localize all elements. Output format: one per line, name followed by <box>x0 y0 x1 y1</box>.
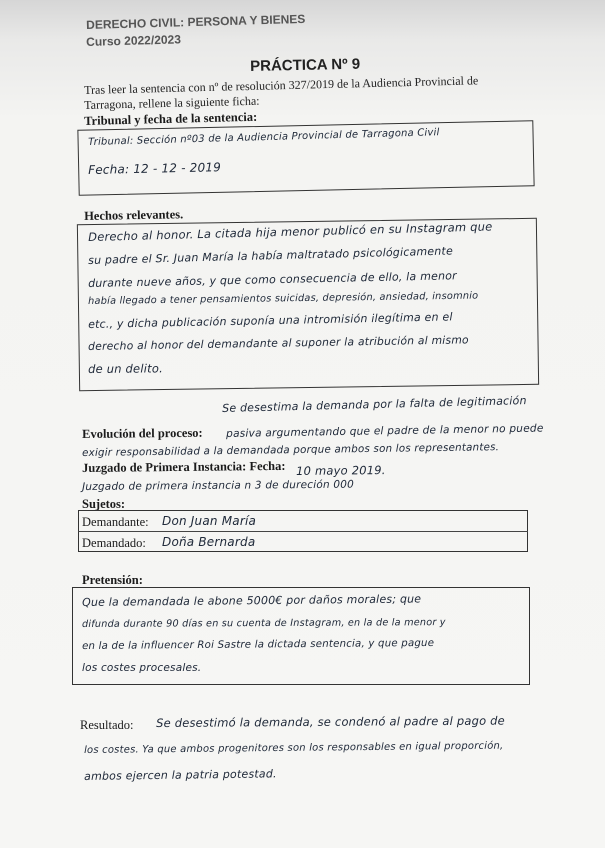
pretension-line-2: difunda durante 90 días en su cuenta de Instagram, en la de la menor y <box>82 617 446 630</box>
pretension-label: Pretensión: <box>82 573 143 587</box>
course-year: Curso 2022/2023 <box>86 32 182 49</box>
demandante-value: Don Juan María <box>162 514 257 528</box>
pretension-line-3: en la de la influencer Roi Sastre la dictada sentencia, y que pague <box>82 637 435 652</box>
tribunal-court: Tribunal: Sección nº03 de la Audiencia Provincial de Tarragona Civil <box>88 127 440 148</box>
hechos-line-5: etc., y dicha publicación suponía una intromisión ilegítima en el <box>88 310 453 331</box>
hechos-label: Hechos relevantes. <box>84 207 184 223</box>
page-title: PRÁCTICA Nº 9 <box>250 55 361 75</box>
juzgado-date: 10 mayo 2019. <box>296 463 386 478</box>
resultado-line-2: los costes. Ya que ambos progenitores son los responsables en igual proporción, <box>84 740 504 756</box>
demandante-label: Demandante: <box>82 515 149 529</box>
sujetos-divider <box>78 531 528 532</box>
evolucion-line-1: pasiva argumentando que el padre de la menor no puede <box>226 422 544 440</box>
resultado-line-3: ambos ejercen la patria potestad. <box>84 767 277 783</box>
evolucion-line-2: exigir responsabilidad a la demandada porque ambos son los representantes. <box>82 441 500 459</box>
demandado-label: Demandado: <box>82 536 146 550</box>
hechos-line-1: Derecho al honor. La citada hija menor publicó en su Instagram que <box>88 219 493 244</box>
hechos-line-2: su padre el Sr. Juan María la había maltratado psicológicamente <box>88 244 454 267</box>
resultado-label: Resultado: <box>80 718 134 732</box>
sujetos-label: Sujetos: <box>82 497 126 511</box>
juzgado-name: Juzgado de primera instancia n 3 de dureción 000 <box>82 478 355 493</box>
demandado-value: Doña Bernarda <box>162 535 256 549</box>
hechos-line-3: durante nueve años, y que como consecuencia de ello, la menor <box>88 269 457 290</box>
tribunal-date: Fecha: 12 - 12 - 2019 <box>88 160 222 177</box>
hechos-line-6: derecho al honor del demandante al suponer la atribución al mismo <box>88 333 469 353</box>
intro-line-2: Tarragona, rellene la siguiente ficha: <box>84 93 260 112</box>
pretension-line-4: los costes procesales. <box>82 662 202 674</box>
intro-line-1: Tras leer la sentencia con nº de resolución 327/2019 de la Audiencia Provincial de <box>84 73 479 97</box>
evolucion-label: Evolución del proceso: <box>82 425 203 441</box>
juzgado-label: Juzgado de Primera Instancia: Fecha: <box>82 458 286 475</box>
hechos-line-7: de un delito. <box>88 361 163 376</box>
pretension-line-1: Que la demandada le abone 5000€ por daños morales; que <box>82 592 422 609</box>
tribunal-label: Tribunal y fecha de la sentencia: <box>84 109 258 128</box>
evolucion-above: Se desestima la demanda por la falta de legitimación <box>222 394 527 415</box>
course-title: DERECHO CIVIL: PERSONA Y BIENES <box>86 11 306 32</box>
resultado-line-1: Se desestimó la demanda, se condenó al padre al pago de <box>156 713 505 730</box>
hechos-line-4: había llegado a tener pensamientos suicidas, depresión, ansiedad, insomnio <box>88 290 479 307</box>
